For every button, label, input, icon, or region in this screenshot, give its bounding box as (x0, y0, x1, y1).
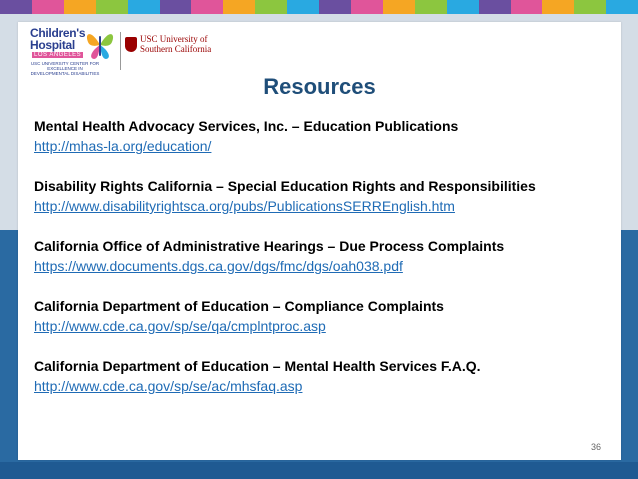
resource-name: Disability Rights California – Special Education Rights and Responsibilities (34, 178, 536, 194)
color-stripe-bar (0, 0, 638, 14)
butterfly-icon (82, 28, 118, 62)
resource-item (34, 116, 614, 156)
color-stripe (447, 0, 479, 14)
color-stripe (542, 0, 574, 14)
resource-name: California Department of Education – Mental Health Services F.A.Q. (34, 358, 481, 374)
resource-item (34, 296, 614, 336)
slide-title: Resources (263, 74, 376, 99)
color-stripe (223, 0, 255, 14)
slide-panel (18, 22, 621, 460)
resource-link[interactable]: http://www.cde.ca.gov/sp/se/qa/cmplntproc.asp (34, 318, 326, 334)
chla-logo-center-text: USC UNIVERSITY CENTER FOR EXCELLENCE IN DEVELOPMENTAL DISABILITIES (30, 61, 100, 76)
color-stripe (319, 0, 351, 14)
chla-logo-line1: Children's (30, 26, 86, 40)
resource-link[interactable]: https://www.documents.dgs.ca.gov/dgs/fmc/dgs/oah038.pdf (34, 258, 403, 274)
resource-item (34, 176, 614, 216)
color-stripe (479, 0, 511, 14)
color-stripe (32, 0, 64, 14)
color-stripe (96, 0, 128, 14)
color-stripe (191, 0, 223, 14)
chla-logo-line3: LOS ANGELES (34, 52, 82, 58)
logo-divider (120, 32, 121, 70)
resource-link[interactable]: http://www.cde.ca.gov/sp/se/ac/mhsfaq.asp (34, 378, 303, 394)
color-stripe (606, 0, 638, 14)
resource-name: California Department of Education – Compliance Complaints (34, 298, 444, 314)
color-stripe (128, 0, 160, 14)
color-stripe (415, 0, 447, 14)
color-stripe (160, 0, 192, 14)
usc-logo-line2: Southern California (140, 44, 212, 54)
color-stripe (287, 0, 319, 14)
color-stripe (511, 0, 543, 14)
usc-logo-line1: USC University of (140, 34, 208, 44)
resource-list (34, 116, 614, 416)
page-number: 36 (590, 442, 601, 452)
resource-name: California Office of Administrative Hearings – Due Process Complaints (34, 238, 505, 254)
color-stripe (383, 0, 415, 14)
chla-logo-line2: Hospital (30, 38, 75, 52)
resource-link[interactable]: http://www.disabilityrightsca.org/pubs/PublicationsSERREnglish.htm (34, 198, 455, 214)
color-stripe (255, 0, 287, 14)
resource-link[interactable]: http://mhas-la.org/education/ (34, 138, 212, 154)
background-bottom-edge (0, 462, 638, 479)
color-stripe (351, 0, 383, 14)
resource-item (34, 356, 614, 396)
resource-name: Mental Health Advocacy Services, Inc. – Education Publications (34, 118, 459, 134)
color-stripe (574, 0, 606, 14)
color-stripe (0, 0, 32, 14)
usc-seal-icon (125, 37, 137, 52)
color-stripe (64, 0, 96, 14)
resource-item (34, 236, 614, 276)
